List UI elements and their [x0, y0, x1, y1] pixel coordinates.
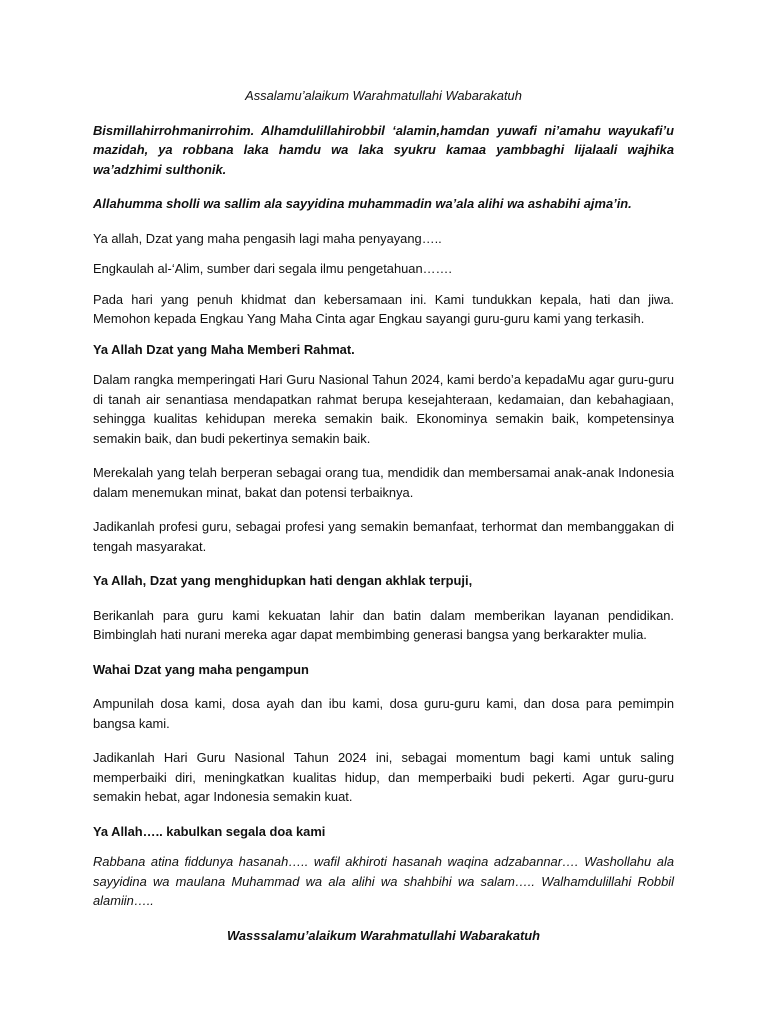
sholawat-paragraph: Allahumma sholli wa sallim ala sayyidina muhammadin wa’ala alihi wa ashabihi ajma’in. — [93, 196, 632, 211]
invocation-line-1: Ya allah, Dzat yang maha pengasih lagi maha penyayang….. — [93, 230, 442, 246]
closing-salam: Wasssalamu’alaikum Warahmatullahi Wabarakatuh — [226, 927, 541, 943]
paragraph-5: Berikanlah para guru kami kekuatan lahir dan batin dalam memberikan layanan pendidikan. Bimbinglah hati nurani mereka agar dapat membimbing generasi bangsa yang berkarakter mulia. — [93, 607, 674, 642]
paragraph-1: Pada hari yang penuh khidmat dan kebersamaan ini. Kami tundukkan kepala, hati dan jiwa. Memohon kepada Engkau Yang Maha Cinta agar Engkau sayangi guru-guru kami yang terkasih. — [93, 291, 674, 326]
heading-3: Wahai Dzat yang maha pengampun — [93, 661, 309, 677]
paragraph-3: Merekalah yang telah berperan sebagai orang tua, mendidik dan membersamai anak-anak Indonesia dalam menemukan minat, bakat dan potensi terbaiknya. — [93, 465, 674, 500]
invocation-line-2: Engkaulah al-‘Alim, sumber dari segala ilmu pengetahuan……. — [93, 261, 452, 276]
paragraph-4: Jadikanlah profesi guru, sebagai profesi yang semakin bemanfaat, terhormat dan membanggakan di tengah masyarakat. — [93, 519, 674, 554]
document-page — [93, 86, 674, 945]
closing-prayer: Rabbana atina fiddunya hasanah….. wafil akhiroti hasanah waqina adzabannar…. Washollahu ala sayyidina wa maulana Muhammad wa ala alihi wa shahbihi wa salam….. Walhamdulillahi Robbil alamiin….. — [93, 854, 674, 908]
opening-salam: Assalamu’alaikum Warahmatullahi Wabarakatuh — [245, 88, 522, 103]
heading-4: Ya Allah….. kabulkan segala doa kami — [93, 823, 326, 839]
paragraph-6: Ampunilah dosa kami, dosa ayah dan ibu kami, dosa guru-guru kami, dan dosa para pemimpin bangsa kami. — [93, 696, 674, 731]
heading-2: Ya Allah, Dzat yang menghidupkan hati dengan akhlak terpuji, — [93, 573, 473, 588]
paragraph-7: Jadikanlah Hari Guru Nasional Tahun 2024 ini, sebagai momentum bagi kami untuk saling memperbaiki diri, meningkatkan kualitas hidup, dan memperbaiki budi pekerti. Agar guru-guru semakin hebat, agar Indonesia semakin kuat. — [93, 750, 674, 804]
heading-1: Ya Allah Dzat yang Maha Memberi Rahmat. — [93, 341, 355, 357]
paragraph-2: Dalam rangka memperingati Hari Guru Nasional Tahun 2024, kami berdo’a kepadaMu agar guru-guru di tanah air senantiasa mendapatkan rahmat berupa kesejahteraan, kedamaian, dan kebahagiaan, sehingga kualitas kehidupan mereka semakin baik. Ekonominya semakin baik, kompetensinya semakin baik, dan budi pekertinya semakin baik. — [93, 372, 674, 446]
basmalah-paragraph: Bismillahirrohmanirrohim. Alhamdulillahirobbil ‘alamin,hamdan yuwafi ni’amahu wayukafi’u mazidah, ya robbana laka hamdu wa laka syukru kamaa yambbaghi lijalaali wajhika wa’adzhimi sulthonik. — [93, 122, 674, 177]
